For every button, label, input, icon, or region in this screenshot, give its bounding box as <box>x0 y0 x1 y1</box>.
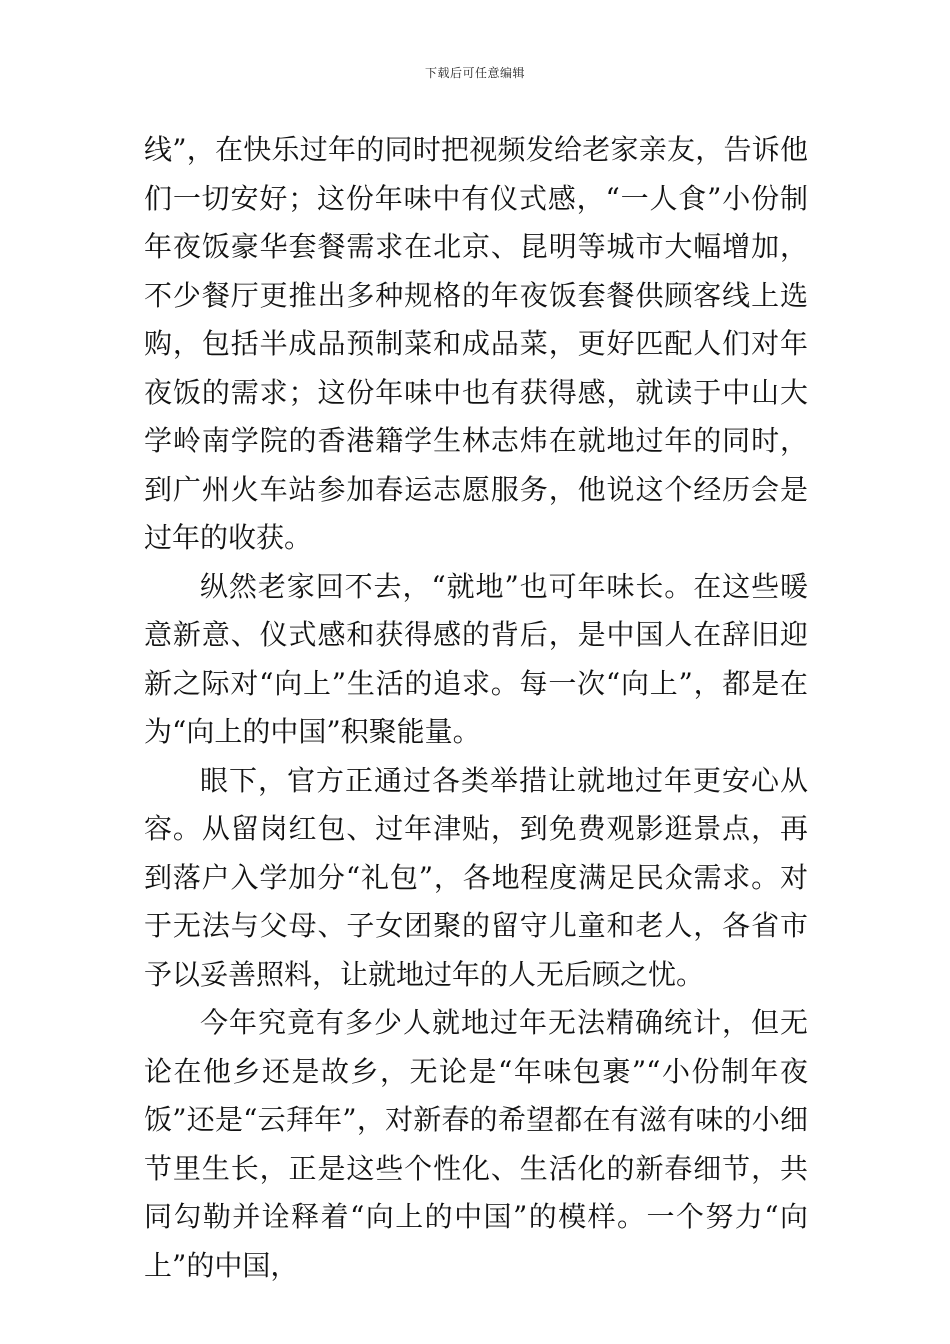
paragraph-3: 眼下，官方正通过各类举措让就地过年更安心从容。从留岗红包、过年津贴，到免费观影逛景点，再到落户入学加分“礼包”，各地程度满足民众需求。对于无法与父母、子女团聚的留守儿童和老人，各省市予以妥善照料，让就地过年的人无后顾之忧。 <box>144 763 808 991</box>
paragraph-1: 线”，在快乐过年的同时把视频发给老家亲友，告诉他们一切安好；这份年味中有仪式感，“一人食”小份制年夜饭豪华套餐需求在北京、昆明等城市大幅增加，不少餐厅更推出多种规格的年夜饭套餐供顾客线上选购，包括半成品预制菜和成品菜，更好匹配人们对年夜饭的需求；这份年味中也有获得感，就读于中山大学岭南学院的香港籍学生林志炜在就地过年的同时，到广州火车站参加春运志愿服务，他说这个经历会是过年的收获。 <box>144 133 808 554</box>
page-header: 下载后可任意编辑 <box>424 66 525 80</box>
paragraph-4: 今年究竟有多少人就地过年无法精确统计，但无论在他乡还是故乡，无论是“年味包裹”“小份制年夜饭”还是“云拜年”，对新春的希望都在有滋有味的小细节里生长，正是这些个性化、生活化的新春细节，共同勾勒并诠释着“向上的中国”的模样。一个努力“向上”的中国， <box>144 1006 808 1282</box>
document-body <box>144 126 808 1290</box>
paragraph-2: 纵然老家回不去，“就地”也可年味长。在这些暖意新意、仪式感和获得感的背后，是中国人在辞旧迎新之际对“向上”生活的追求。每一次“向上”，都是在为“向上的中国”积聚能量。 <box>144 569 808 748</box>
